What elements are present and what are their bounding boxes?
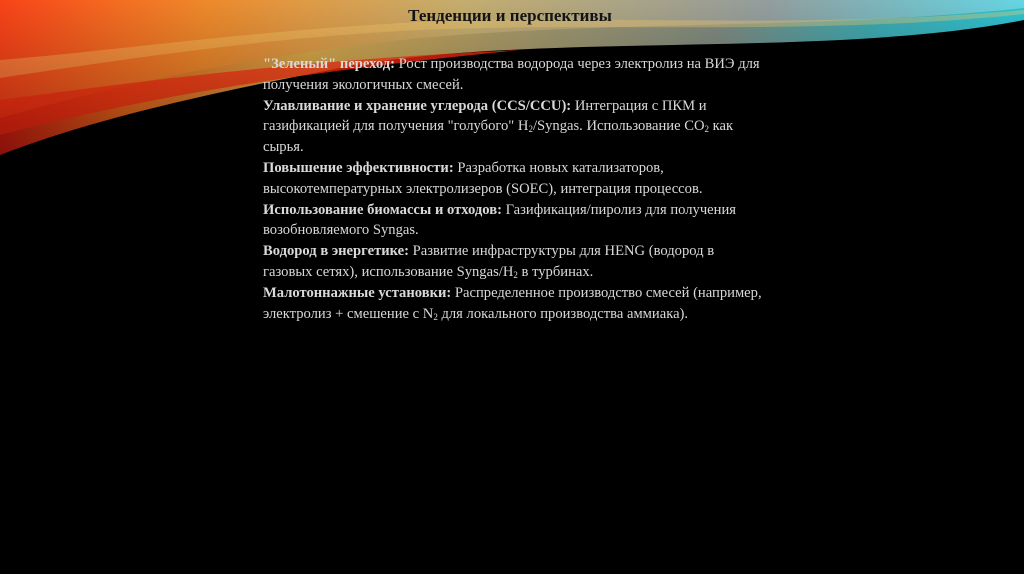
list-item: [263, 283, 763, 325]
slide-title: Тенденции и перспективы: [408, 6, 612, 25]
item-text: Газификация/пиролиз для получения возобновляемого Syngas.: [263, 201, 736, 239]
list-item: [263, 200, 763, 242]
item-text: для локального производства аммиака).: [437, 305, 689, 322]
item-label: Использование биомассы и отходов:: [263, 201, 502, 218]
item-text: в турбинах.: [517, 263, 594, 280]
list-item: [263, 96, 763, 158]
item-text: Распределенное производство смесей (например, электролиз + смешение с N: [263, 284, 762, 322]
list-item: [263, 241, 763, 283]
subscript: 2: [528, 124, 533, 135]
list-item: [263, 158, 763, 200]
item-text: Рост производства водорода через электролиз на ВИЭ для получения экологичных смесей.: [263, 56, 760, 93]
item-text: как сырья.: [263, 118, 734, 156]
item-text: /Syngas. Использование CO: [532, 118, 705, 135]
item-text: Разработка новых катализаторов, высокотемпературных электролизеров (SOEC), интеграция процессов.: [263, 159, 703, 197]
item-label: "Зеленый" переход:: [263, 56, 395, 72]
item-text: Развитие инфраструктуры для HENG (водород в газовых сетях), использование Syngas/H: [263, 243, 715, 280]
item-text: Интеграция с ПКМ и газификацией для получения "голубого" H: [263, 97, 707, 135]
item-label: Улавливание и хранение углерода (CCS/CCU):: [263, 97, 572, 114]
subscript: 2: [433, 311, 438, 322]
item-label: Водород в энергетике:: [263, 243, 410, 260]
slide-body: [263, 54, 763, 324]
subscript: 2: [704, 124, 709, 135]
item-label: Малотоннажные установки:: [263, 284, 452, 301]
subscript: 2: [513, 269, 518, 280]
list-item: [263, 54, 763, 96]
item-label: Повышение эффективности:: [263, 159, 454, 176]
